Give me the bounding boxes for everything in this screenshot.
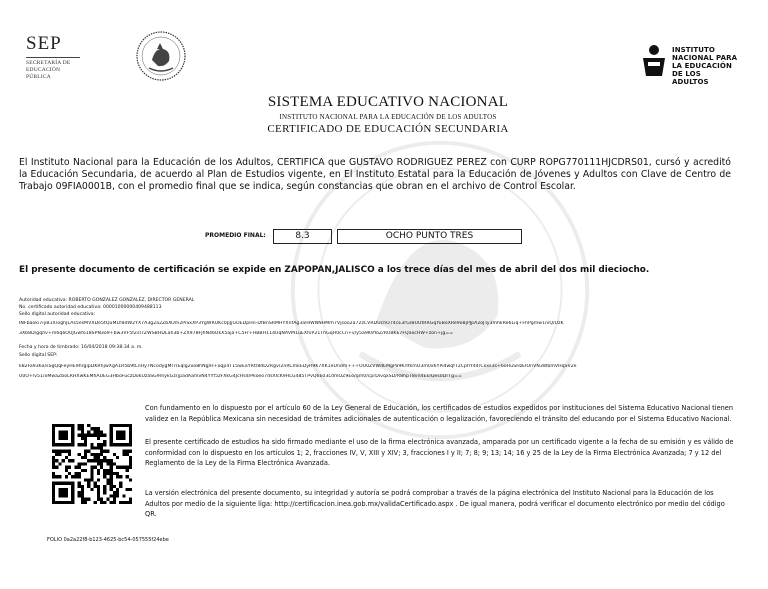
inea-line4: DE LOS ADULTOS [672, 70, 709, 86]
sello-sep-label: Sello digital SEP: [19, 353, 58, 358]
certificado-autoridad: No. certificado autoridad educativa: 00001000000409488113 [19, 305, 162, 310]
sello-autoridad-line1: INFbaoki7iyB1X/oghJLAs5esMVXDe5tQuMLYBdW2YX7A3g2a2ZbXOm2PiSxXP3YgWRUKc0pJjGOEDpHn-DfBnSRMHYXnfAg3aHIWNNHMrh7Vjsoo2a72zCVRDUchO74cE3rG/BUUtRRGqYuBoXRe9o8jPJpA2oJTy3mhkRe6Liq+FhPgmw1niQ/UzK [19, 321, 564, 326]
issuance-statement: El presente documento de certificación se expide en ZAPOPAN,JALISCO a los trece días del mes de abril del dos mil dieciocho. [19, 265, 650, 275]
autoridad-educativa: Autoridad educativa: ROBERTO GONZALEZ GONZALEZ, DIRECTOR GENERAL [19, 298, 195, 303]
inea-logo-text [672, 46, 740, 86]
inea-logo [640, 44, 740, 84]
inea-emblem-icon [640, 44, 668, 78]
qr-code-icon [52, 424, 132, 504]
promedio-words: OCHO PUNTO TRES [337, 229, 522, 244]
certification-paragraph: El Instituto Nacional para la Educación de los Adultos, CERTIFICA que GUSTAVO RODRIGUEZ PEREZ con CURP ROPG770111HJCDRS01, cursó y acreditó la Educación Secundaria, de acuerdo al Plan de Estudios vigente, en El Instituto Estatal para la Educación de Jóvenes y Adultos con Clave de Centro de Trabajo 09FIA0001B, con el promedio final que se indica, según constancias que obran en el archivo de Control Escolar. [19, 157, 731, 193]
inea-line1: INSTITUTO [672, 46, 715, 54]
legal-paragraph-3: La versión electrónica del presente documento, su integridad y autoría se podrá comprobar a través de la página electrónica del Instituto Nacional para la Educación de los Adultos por medio de la siguiente liga: http://certificacion.inea.gob.mx/validaCertificado.aspx . De igual manera, podrá verificar el documento electrónico por medio del código QR. [145, 489, 725, 519]
title-sistema-educativo: SISTEMA EDUCATIVO NACIONAL [267, 94, 509, 110]
sello-sep-line2: U0O+lv51/xMwaZboLRHXwKEMhAUEG3HboFuczDokUzaSG9mykGzrjpadAamvN4YYf5zFXkG4JcHsd/Pkoeo7dsXIcK9HLG485TPvQ6E03LdmOZ9Eo/qm0/cprDivqxSD/R8hpT8vn4EEIQes0DrTg== [19, 374, 462, 379]
promedio-value: 8.3 [273, 229, 332, 244]
folio: FOLIO 0a2a22f8-b123-4625-bc54-057555f24ebe [47, 537, 169, 543]
fecha-timbrado: Fecha y hora de timbrado: 16/04/2018 09:38:34 a. m. [19, 345, 143, 350]
sep-logo-subtitle [26, 60, 82, 81]
inea-line2: NACIONAL PARA [672, 54, 738, 62]
sep-logo [26, 34, 82, 81]
title-institute: INSTITUTO NACIONAL PARA LA EDUCACIÓN DE LOS ADULTOS [279, 113, 497, 121]
sello-autoridad-line2: 3Xb8D/gqhv+m6q6OUJGwfo18SPN3o9+bw3VF5fZsI7ZWSBHDLah3b+ZX978FJhN46UkX5aja+C5Fr+HBBH114UqNAVM1uEXfvP21ThGqH0cCn+v/y5a9K9YoZ/RU8KE7FQaxcHW+zon+jg== [19, 331, 454, 336]
inea-line3: LA EDUCACIÓN [672, 62, 732, 70]
legal-paragraph-2: El presente certificado de estudios ha sido firmado mediante el uso de la firma electrónica avanzada, amparada por un certificado vigente a la fecha de su emisión y es válido de conformidad con lo dispuesto en los artículos 1; 2, fracciones IV, V, XIII y XIV; 3, fracciones I y II; 7; 8; 9; 13; 14; 16 y 25 de la Ley de la Firma Electrónica Avanzada; 7 y 12 del Reglamento de la Ley de la Firma Electrónica Avanzada. [145, 438, 734, 468]
promedio-label: PROMEDIO FINAL: [205, 232, 266, 239]
title-certificate: CERTIFICADO DE EDUCACIÓN SECUNDARIA [267, 123, 509, 135]
sep-logo-text: SEP [26, 33, 62, 54]
sep-logo-subtitle-line1: SECRETARÍA DE [26, 60, 71, 66]
legal-paragraph-1: Con fundamento en lo dispuesto por el artículo 60 de la Ley General de Educación, los certificados de estudios expedidos por instituciones del Sistema Educativo Nacional tienen validez en la República Mexicana sin necesidad de trámites adicionales de autenticación o legalización, favoreciendo el tránsito del educando por el Sistema Educativo Nacional. [145, 404, 734, 423]
sello-sep-line1: k82Fa936a/sSgQqFeyHE9hrgipDKRhjwXgA1R5b9tLnHy7NcodygMI7/Eqlg2xo8hNg/H+oqp4T15wEaYRt/8dD2Rgv/2nRCmkEDyR9K7XK1eUndm+++OU0ZVWdEMgPa9KrIfkmO3m0x6YPidwqfT2CpfiY44/Cxxs3s+6oHuSHzEIOnVN3WbmVHqSV2e [19, 364, 577, 369]
sep-logo-divider [26, 57, 80, 58]
sello-autoridad-label: Sello digital autoridad educativa: [19, 312, 96, 317]
national-seal-icon [135, 30, 187, 82]
sep-logo-subtitle-line2: EDUCACIÓN PÚBLICA [26, 67, 61, 80]
